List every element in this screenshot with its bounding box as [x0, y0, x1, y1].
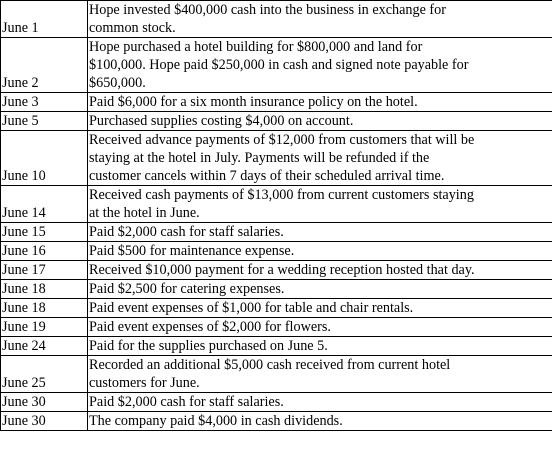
row-description	[88, 1, 552, 38]
description-line: The company paid $4,000 in cash dividends.	[89, 413, 343, 429]
description-line: Paid event expenses of $1,000 for table and chair rentals.	[89, 300, 414, 316]
row-date: June 24	[1, 337, 88, 356]
row-description	[88, 223, 552, 242]
row-date: June 5	[1, 112, 88, 131]
row-date: June 1	[1, 1, 88, 38]
row-description	[88, 318, 552, 337]
description-line: Paid event expenses of $2,000 for flowers.	[89, 319, 331, 335]
description-line: Received $10,000 payment for a wedding reception hosted that day.	[89, 262, 475, 278]
description-line: staying at the hotel in July. Payments will be refunded if the	[89, 150, 430, 166]
row-date: June 17	[1, 261, 88, 280]
row-description	[88, 337, 552, 356]
table-row	[1, 1, 552, 38]
table-row	[1, 261, 552, 280]
table-row	[1, 337, 552, 356]
transactions-body	[1, 1, 552, 431]
row-date: June 2	[1, 38, 88, 93]
row-description	[88, 393, 552, 412]
row-date: June 30	[1, 412, 88, 431]
description-line: $650,000.	[89, 75, 146, 91]
row-date: June 18	[1, 299, 88, 318]
description-line: Paid $6,000 for a six month insurance policy on the hotel.	[89, 94, 418, 110]
row-description	[88, 242, 552, 261]
table-row	[1, 93, 552, 112]
row-description	[88, 186, 552, 223]
row-description	[88, 112, 552, 131]
description-line: common stock.	[89, 20, 176, 36]
row-date: June 19	[1, 318, 88, 337]
table-row	[1, 299, 552, 318]
description-line: Received cash payments of $13,000 from current customers staying	[89, 187, 474, 203]
description-line: at the hotel in June.	[89, 205, 200, 221]
table-row	[1, 318, 552, 337]
row-description	[88, 261, 552, 280]
table-row	[1, 412, 552, 431]
table-row	[1, 393, 552, 412]
row-date: June 25	[1, 356, 88, 393]
table-row	[1, 131, 552, 186]
row-description	[88, 356, 552, 393]
table-row	[1, 112, 552, 131]
row-description	[88, 93, 552, 112]
table-row	[1, 242, 552, 261]
description-line: Hope purchased a hotel building for $800,000 and land for	[89, 39, 423, 55]
table-row	[1, 223, 552, 242]
description-line: $100,000. Hope paid $250,000 in cash and signed note payable for	[89, 57, 469, 73]
row-description	[88, 280, 552, 299]
description-line: Recorded an additional $5,000 cash received from current hotel	[89, 357, 451, 373]
description-line: Paid for the supplies purchased on June 5.	[89, 338, 328, 354]
description-line: Purchased supplies costing $4,000 on account.	[89, 113, 354, 129]
table-row	[1, 356, 552, 393]
description-line: Paid $2,000 cash for staff salaries.	[89, 224, 284, 240]
description-line: customer cancels within 7 days of their scheduled arrival time.	[89, 168, 445, 184]
row-date: June 15	[1, 223, 88, 242]
row-date: June 10	[1, 131, 88, 186]
table-row	[1, 38, 552, 93]
row-description	[88, 412, 552, 431]
row-date: June 3	[1, 93, 88, 112]
row-description	[88, 38, 552, 93]
row-date: June 14	[1, 186, 88, 223]
description-line: Paid $500 for maintenance expense.	[89, 243, 295, 259]
row-date: June 30	[1, 393, 88, 412]
row-description	[88, 131, 552, 186]
description-line: customers for June.	[89, 375, 200, 391]
description-line: Received advance payments of $12,000 from customers that will be	[89, 132, 475, 148]
row-date: June 18	[1, 280, 88, 299]
description-line: Paid $2,000 cash for staff salaries.	[89, 394, 284, 410]
description-line: Hope invested $400,000 cash into the business in exchange for	[89, 2, 446, 18]
table-row	[1, 186, 552, 223]
table-row	[1, 280, 552, 299]
description-line: Paid $2,500 for catering expenses.	[89, 281, 285, 297]
row-date: June 16	[1, 242, 88, 261]
row-description	[88, 299, 552, 318]
